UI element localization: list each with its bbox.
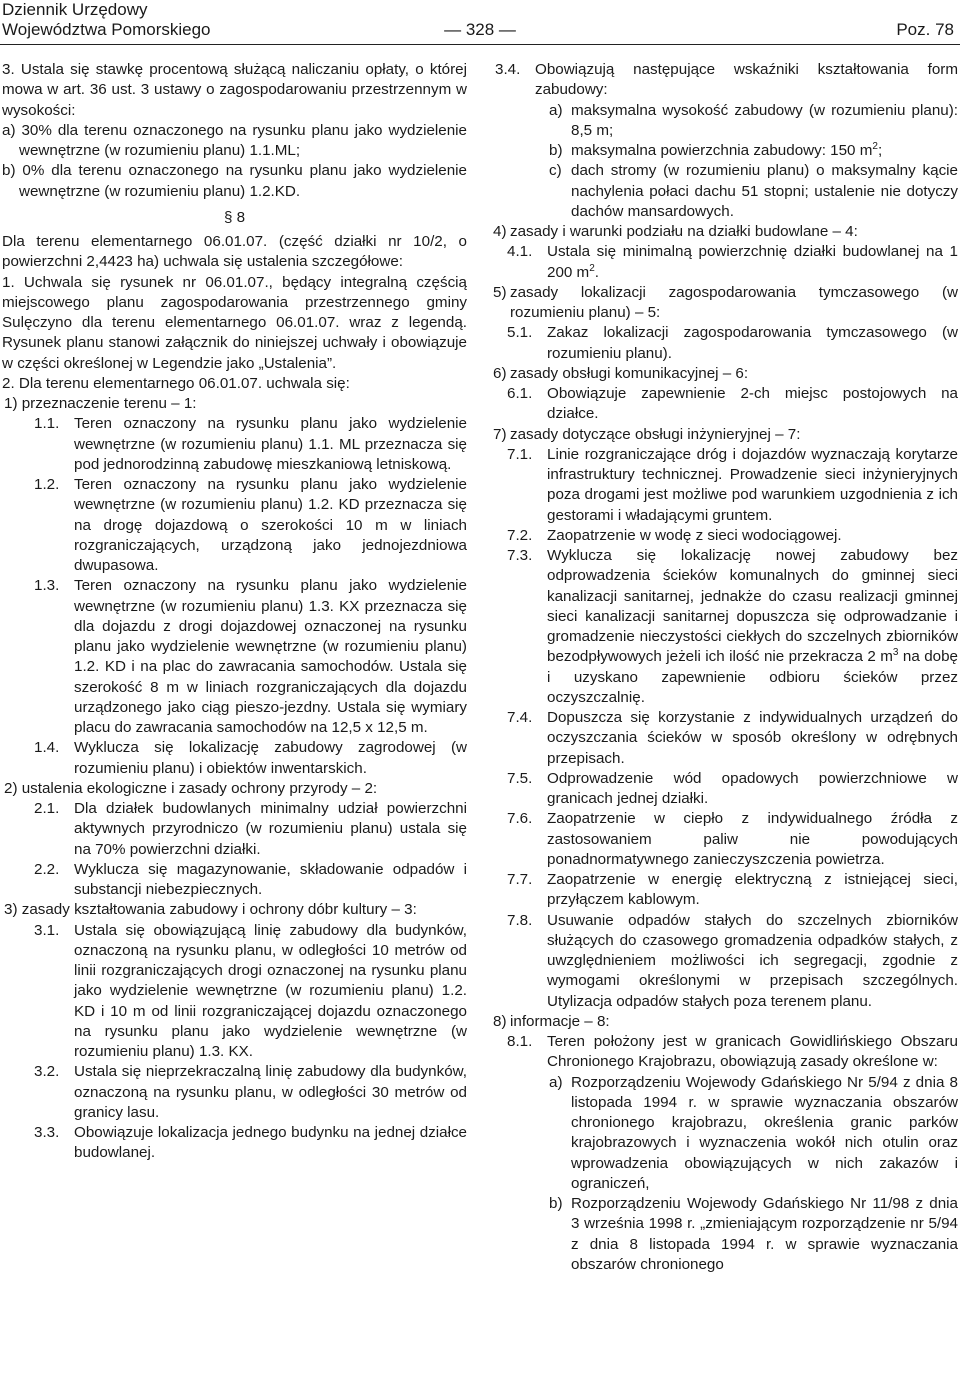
paragraph-intro: 3. Ustala się stawkę procentową służącą naliczaniu opłaty, o której mowa w art. 36 ust. 3 ustawy o zagospodarowaniu przestrzennym w wysokości: — [2, 61, 467, 119]
list-item: 7.7. Zaopatrzenie w energię elektryczną z istniejącej sieci, przyłączem kablowym. — [507, 871, 958, 909]
list-subitem: c) dach stromy (w rozumieniu planu) o maksymalny kącie nachylenia połaci dachu 51 stopni; ustalenie nie dotyczy dachów mansardowych. — [549, 162, 958, 220]
list-item: 7.3. Wyklucza się lokalizację nowej zabudowy bez odprowadzenia ścieków komunalnych do gminnej sieci kanalizacji sanitarnej, jednakże do czasu realizacji gminnej sieci kanalizacji sanitarnej dopuszcza się odprowadzanie i gromadzenie nieczystości ciekłych do szczelnych zbiorników bezodpływowych jeżeli ich ilość nie przekracza 2 $m^3$ na dobę i uzyskano zapewnienie odbioru ścieków przez oczyszczalnię. — [507, 547, 958, 706]
group-3-heading: 3) zasady kształtowania zabudowy i ochrony dóbr kultury – 3: — [4, 901, 417, 919]
position-number: Poz. 78 — [896, 20, 954, 39]
list-item: 3.4. Obowiązują następujące wskaźniki kształtowania form zabudowy: — [495, 61, 958, 99]
list-subitem: a) maksymalna wysokość zabudowy (w rozumieniu planu): 8,5 m; — [549, 101, 958, 139]
group-6-heading: 6) zasady obsługi komunikacyjnej – 6: — [493, 364, 749, 382]
rate-a: a) 30% dla terenu oznaczonego na rysunku planu jako wydzielenie wewnętrzne (w rozumieniu planu) 1.1.ML; — [2, 121, 467, 159]
journal-title-line2: Województwa Pomorskiego — [2, 20, 211, 39]
list-item: 1.4. Wyklucza się lokalizację zabudowy zagrodowej (w rozumieniu planu) i obiektów inwentarskich. — [34, 739, 467, 777]
paragraph-2: 2. Dla terenu elementarnego 06.01.07. uchwala się: — [2, 374, 350, 392]
list-item: 2.2. Wyklucza się magazynowanie, składowanie odpadów i substancji niebezpiecznych. — [34, 860, 467, 898]
list-subitem: b) Rozporządzeniu Wojewody Gdańskiego Nr 11/98 z dnia 3 września 1998 r. „zmieniającym rozporządzenie nr 5/94 z dnia 8 listopada 1994 r. w sprawie wyznaczania obszarów chronionego — [549, 1195, 958, 1273]
list-item: 3.2. Ustala się nieprzekraczalną linię zabudowy dla budynków, oznaczoną na rysunku planu, w odległości 30 metrów od granicy lasu. — [34, 1063, 467, 1121]
group-1-heading: 1) przeznaczenie terenu – 1: — [4, 395, 197, 412]
group-2-heading: 2) ustalenia ekologiczne i zasady ochrony przyrody – 2: — [4, 779, 378, 797]
list-item: 7.4. Dopuszcza się korzystanie z indywidualnych urządzeń do oczyszczania ścieków w sposób określony w odrębnych przepisach. — [507, 709, 958, 767]
list-subitem: a) Rozporządzeniu Wojewody Gdańskiego Nr 5/94 z dnia 8 listopada 1994 r. w sprawie wyznaczania obszarów chronionego krajobrazu, określenia granic parków krajobrazowych i wyznaczenia wokół nich otulin oraz wprowadzenia obowiązujących w nich zakazów i ograniczeń, — [549, 1073, 958, 1192]
list-item: 3.1. Ustala się obowiązującą linię zabudowy dla budynków, oznaczoną na rysunku planu, w odległości 10 metrów od linii rozgraniczających drogi oznaczonej na rysunku planu jako wydzielenie wewnętrzne (w rozumieniu planu) 1.2. KD i 10 m od linii rozgraniczającej dojazdu oznaczonego na rysunku planu jako wydzielenie wewnętrzne (w rozumieniu planu) 1.3. KX. — [34, 921, 467, 1060]
list-item: 1.2. Teren oznaczony na rysunku planu jako wydzielenie wewnętrzne (w rozumieniu planu) 1.2. KD przeznacza się na drogę dojazdową o szerokości 10 m w liniach rozgraniczających, urządzoną jako jednojezdniowa dwupasowa. — [34, 476, 467, 574]
page-header — [0, 0, 960, 45]
list-subitem: b) maksymalna powierzchnia zabudowy: 150 $m^2$; — [549, 140, 883, 159]
group-7-heading: 7) zasady dotyczące obsługi inżynieryjnej – 7: — [493, 425, 801, 443]
journal-title-line1: Dziennik Urzędowy — [2, 0, 148, 19]
right-column — [493, 60, 958, 1275]
left-column — [2, 60, 467, 1164]
list-item: 1.3. Teren oznaczony na rysunku planu jako wydzielenie wewnętrzne (w rozumieniu planu) 1.3. KX przeznacza się dla dojazdu z drogi dojazdowej oznaczonej na rysunku planu jako wydzielenie wewnętrzne (w rozumieniu planu) 1.2. KD i na plac do zawracania samochodów. Ustala się szerokość 8 m w liniach rozgraniczających dla dojazdu urządzonego jako ciąg pieszo-jezdny. Ustala się wymiary placu do zawracania samochodów na 12,5 x 12,5 m. — [34, 577, 467, 736]
list-item: 7.6. Zaopatrzenie w ciepło z indywidualnego źródła z zastosowaniem paliw nie powodujących ponadnormatywnego zanieczyszczenia powietrza. — [507, 810, 958, 868]
list-item: 6.1. Obowiązuje zapewnienie 2-ch miejsc postojowych na działce. — [507, 385, 958, 423]
list-item: 7.1. Linie rozgraniczające dróg i dojazdów wyznaczają korytarze infrastruktury technicznej. Prowadzenie sieci inżynieryjnych poza drogami jest możliwe pod warunkiem uzgodnienia z ich gestorami i władającymi gruntem. — [507, 445, 958, 524]
group-5-heading: 5) zasady lokalizacji zagospodarowania tymczasowego (w rozumieniu planu) – 5: — [493, 283, 958, 321]
list-item: 4.1. Ustala się minimalną powierzchnię działki budowlanej na 1 200 $m^2$. — [507, 243, 958, 281]
page-number: — 328 — — [444, 20, 516, 39]
list-item: 3.3. Obowiązuje lokalizacja jednego budynku na jednej działce budowlanej. — [34, 1124, 467, 1162]
rate-b: b) 0% dla terenu oznaczonego na rysunku planu jako wydzielenie wewnętrzne (w rozumieniu planu) 1.2.KD. — [2, 162, 467, 200]
list-item: 1.1. Teren oznaczony na rysunku planu jako wydzielenie wewnętrzne (w rozumieniu planu) 1.1. ML przeznacza się pod jednorodzinną zabudowę mieszkaniową letniskową. — [34, 415, 467, 473]
group-4-heading: 4) zasady i warunki podziału na działki budowlane – 4: — [493, 223, 858, 240]
list-item: 7.8. Usuwanie odpadów stałych do szczelnych zbiorników służących do czasowego gromadzenia odpadków stałych, z uwzględnieniem możliwości ich segregacji, zgodnie z wymogami określonymi w przepisach szczególnych. Utylizacja odpadów stałych poza terenem planu. — [507, 911, 958, 1010]
list-item: 5.1. Zakaz lokalizacji zagospodarowania tymczasowego (w rozumieniu planu). — [507, 324, 958, 362]
section-intro: Dla terenu elementarnego 06.01.07. (część działki nr 10/2, o powierzchni 2,4423 ha) uchwala się ustalenia szczegółowe: — [2, 233, 467, 271]
list-item: 7.5. Odprowadzenie wód opadowych powierzchniowe w granicach jednej działki. — [507, 769, 958, 807]
group-8-heading: 8) informacje – 8: — [493, 1012, 610, 1030]
list-item: 7.2. Zaopatrzenie w wodę z sieci wodociągowej. — [507, 526, 842, 544]
paragraph-1: 1. Uchwala się rysunek nr 06.01.07., będący integralną częścią miejscowego planu zagospodarowania przestrzennego gminy Sulęczyno dla terenu elementarnego 06.01.07. wraz z legendą. Rysunek planu stanowi załącznik do niniejszej uchwały i obowiązuje w części określonej w Legendzie jako „Ustalenia”. — [2, 273, 467, 372]
section-heading: § 8 — [223, 208, 246, 226]
list-item: 8.1. Teren położony jest w granicach Gowidlińskiego Obszaru Chronionego Krajobrazu, obowiązują zasady określone w: — [507, 1033, 958, 1071]
list-item: 2.1. Dla działek budowlanych minimalny udział powierzchni aktywnych przyrodniczo (w rozumieniu planu) ustala się na 70% powierzchni działki. — [34, 800, 467, 858]
